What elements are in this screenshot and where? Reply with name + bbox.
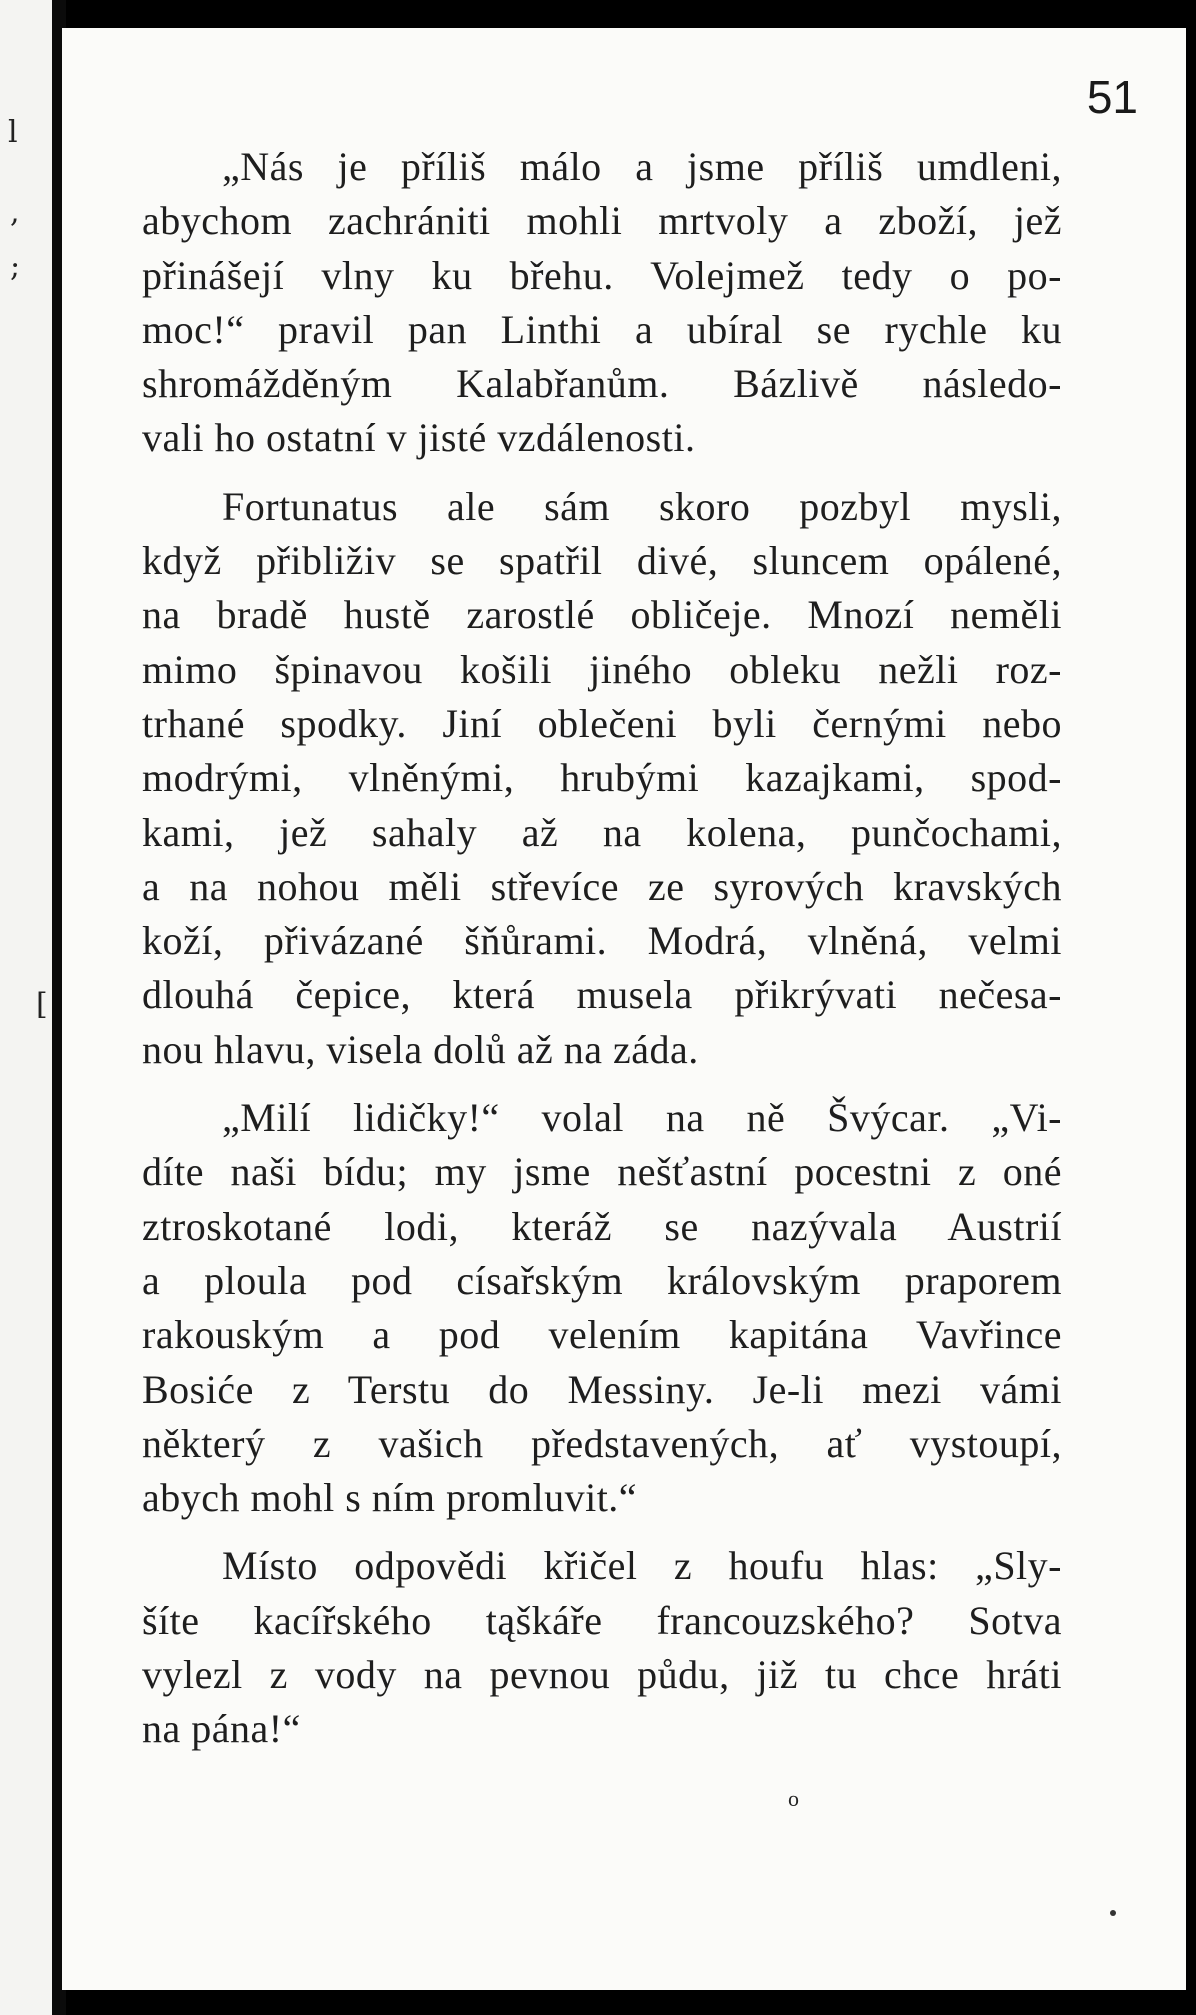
paragraph — [142, 1539, 1062, 1756]
text-line: a na nohou měli střevíce ze syrových kravských — [142, 863, 1062, 909]
text-line: Bosiće z Terstu do Messiny. Je-li mezi vámi — [142, 1366, 1062, 1412]
text-line: přinášejí vlny ku břehu. Volejmež tedy o po- — [142, 252, 1062, 298]
text-line: „Milí lidičky!“ volal na ně Švýcar. „Vi- — [222, 1095, 1062, 1141]
text-line: na bradě hustě zarostlé obličeje. Mnozí neměli — [142, 592, 1062, 638]
text-line: shromážděným Kalabřanům. Bázlivě následo- — [142, 361, 1062, 407]
text-line: ztroskotané lodi, kteráž se nazývala Austrií — [142, 1203, 1062, 1249]
text-line: koží, přivázané šňůrami. Modrá, vlněná, velmi — [142, 918, 1062, 964]
text-line: modrými, vlněnými, hrubými kazajkami, spod- — [142, 755, 1062, 801]
text-line: když přibliživ se spatřil divé, sluncem opálené, — [142, 538, 1062, 584]
text-line: Fortunatus ale sám skoro pozbyl mysli, — [222, 483, 1062, 529]
margin-mark: ; — [10, 249, 21, 284]
margin-mark: [ — [36, 987, 48, 1022]
text-line: rakouským a pod velením kapitána Vavřince — [142, 1312, 1062, 1358]
margin-mark: l — [8, 115, 18, 150]
ornament-mark: o — [788, 1786, 799, 1811]
text-line: na pána!“ — [142, 1706, 301, 1752]
body-text — [142, 140, 1062, 1771]
text-line: „Nás je příliš málo a jsme příliš umdleni, — [222, 144, 1062, 189]
text-line: abych mohl s ním promluvit.“ — [142, 1475, 638, 1521]
text-line: vali ho ostatní v jisté vzdálenosti. — [142, 415, 696, 461]
paragraph — [142, 480, 1062, 1077]
margin-mark: , — [10, 195, 20, 230]
text-line: Místo odpovědi křičel z houfu hlas: „Sly- — [222, 1543, 1062, 1589]
text-line: vylezl z vody na pevnou půdu, již tu chce hráti — [142, 1652, 1062, 1698]
ink-dot — [1110, 1910, 1116, 1916]
text-line: nou hlavu, visela dolů až na záda. — [142, 1026, 699, 1072]
page-number: 51 — [1086, 71, 1138, 123]
text-line: a ploula pod císařským královským praporem — [142, 1257, 1062, 1303]
previous-page-margin — [0, 0, 52, 2015]
book-page — [62, 28, 1186, 1990]
text-line: mimo špinavou košili jiného obleku nežli roz- — [142, 646, 1062, 692]
text-line: díte naši bídu; my jsme nešťastní pocestni z oné — [142, 1149, 1062, 1195]
paragraph — [142, 1091, 1062, 1525]
text-line: dlouhá čepice, která musela přikrývati nečesa- — [142, 972, 1062, 1018]
paragraph — [142, 140, 1062, 466]
text-line: moc!“ pravil pan Linthi a ubíral se rychle ku — [142, 306, 1062, 352]
text-line: šíte kacířského tąškáře francouzského? Sotva — [142, 1597, 1062, 1643]
text-line: abychom zachrániti mohli mrtvoly a zboží, jež — [142, 198, 1062, 244]
text-line: kami, jež sahaly až na kolena, punčochami, — [142, 809, 1062, 855]
text-line: trhané spodky. Jiní oblečeni byli černými nebo — [142, 700, 1062, 746]
text-line: některý z vašich představených, ať vystoupí, — [142, 1420, 1062, 1466]
